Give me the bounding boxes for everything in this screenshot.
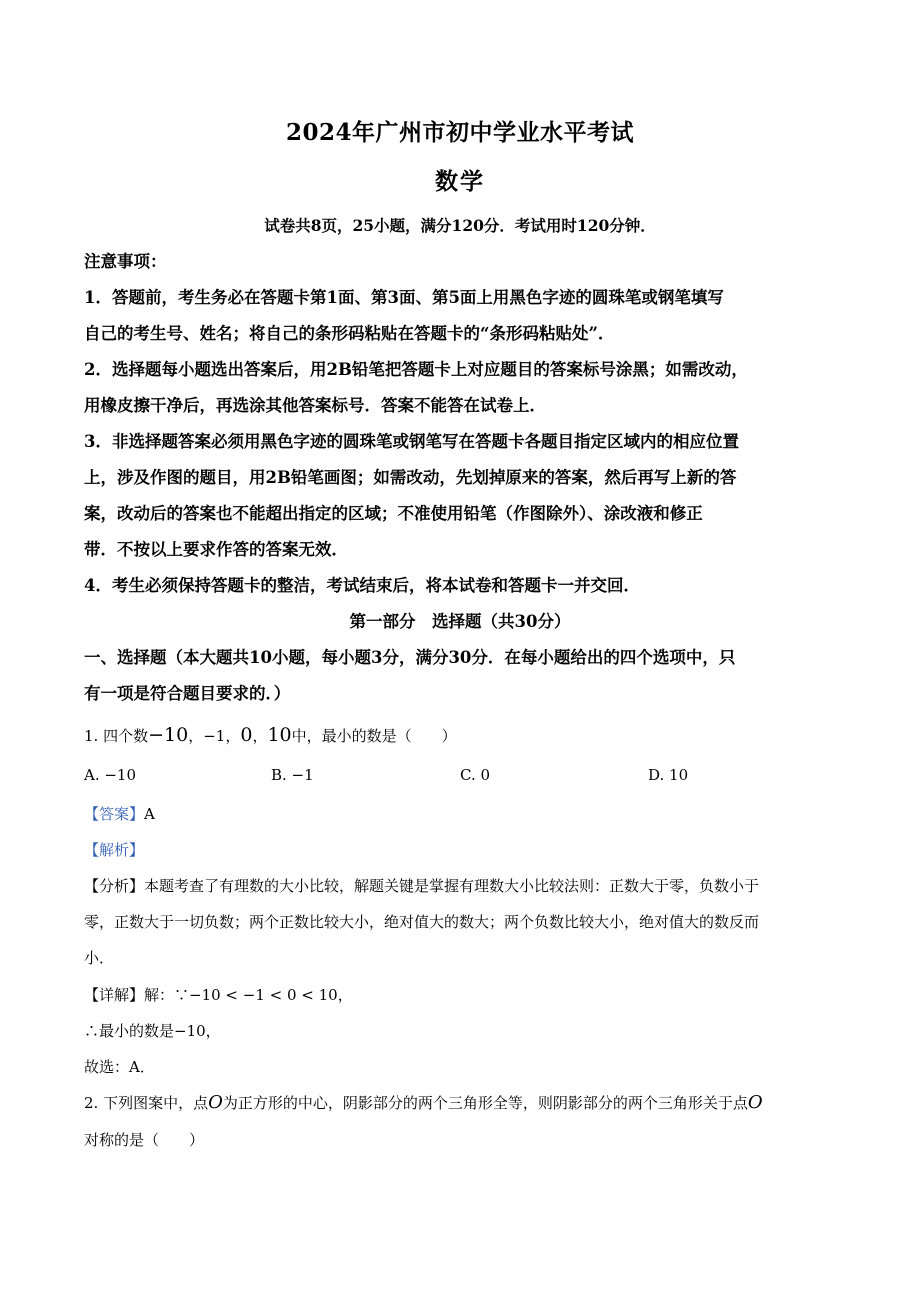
question-1-stem xyxy=(84,724,457,746)
choice-d: D. 10 xyxy=(648,766,689,784)
point-o: O xyxy=(747,1092,763,1113)
answer-value: A xyxy=(144,805,155,823)
point-o: O xyxy=(208,1092,223,1113)
q1-prefix: 1. 四个数 xyxy=(84,727,149,745)
note-line: 上，涉及作图的题目，用2B铅笔画图；如需改动，先划掉原来的答案，然后再写上新的答 xyxy=(84,468,737,487)
choice-c: C. 0 xyxy=(460,766,491,784)
note-line: 3．非选择题答案必须用黑色字迹的圆珠笔或钢笔写在答题卡各题目指定区域内的相应位置 xyxy=(84,432,739,451)
analysis-tag: 【解析】 xyxy=(84,841,145,859)
section-heading-cont: 有一项是符合题目要求的．） xyxy=(84,684,291,703)
note-line: 2．选择题每小题选出答案后，用2B铅笔把答题卡上对应题目的答案标号涂黑；如需改动， xyxy=(84,360,748,379)
q1-number: 0 xyxy=(240,724,253,746)
detail-line: 【详解】解：∵−10 < −1 < 0 < 10， xyxy=(84,986,353,1004)
analysis-line: 小． xyxy=(84,949,115,967)
q1-number: −1 xyxy=(203,727,226,745)
detail-line: 故选：A． xyxy=(84,1058,155,1076)
question-2-stem xyxy=(84,1092,763,1113)
q1-number: −10 xyxy=(148,724,189,746)
exam-meta: 试卷共8页，25小题，满分120分．考试用时120分钟． xyxy=(264,216,656,235)
exam-title: 2024年广州市初中学业水平考试 xyxy=(285,119,634,146)
note-line: 1．答题前，考生务必在答题卡第1面、第3面、第5面上用黑色字迹的圆珠笔或钢笔填写 xyxy=(84,288,724,307)
q2-text: 为正方形的中心，阴影部分的两个三角形全等，则阴影部分的两个三角形关于点 xyxy=(222,1094,748,1112)
analysis-line: 零，正数大于一切负数；两个正数比较大小，绝对值大的数大；两个负数比较大小，绝对值大的数反而 xyxy=(84,913,760,931)
answer-line xyxy=(84,803,155,824)
note-line: 4．考生必须保持答题卡的整洁，考试结束后，将本试卷和答题卡一并交回． xyxy=(84,576,640,595)
choice-a: A. −10 xyxy=(84,766,137,784)
note-line: 用橡皮擦干净后，再选涂其他答案标号．答案不能答在试卷上． xyxy=(84,396,546,415)
note-line: 自己的考生号、姓名；将自己的条形码粘贴在答题卡的“条形码粘贴处”． xyxy=(84,324,615,343)
q1-suffix: 中，最小的数是（ ） xyxy=(291,727,457,745)
q1-sep: ， xyxy=(225,727,241,745)
note-line: 带．不按以上要求作答的答案无效． xyxy=(84,540,348,559)
notes-heading: 注意事项： xyxy=(84,252,167,271)
choice-b: B. −1 xyxy=(271,766,314,784)
q1-number: 10 xyxy=(267,724,292,746)
exam-subject: 数学 xyxy=(435,168,485,195)
analysis-line: 【分析】本题考查了有理数的大小比较，解题关键是掌握有理数大小比较法则：正数大于零，负数小于 xyxy=(84,877,760,895)
q1-sep: ， xyxy=(188,727,204,745)
note-line: 案，改动后的答案也不能超出指定的区域；不准使用铅笔（作图除外）、涂改液和修正 xyxy=(84,504,703,523)
part-heading: 第一部分 选择题（共30分） xyxy=(349,612,571,631)
section-heading: 一、选择题（本大题共10小题，每小题3分，满分30分．在每小题给出的四个选项中，只 xyxy=(84,648,736,667)
detail-line: ∴最小的数是−10， xyxy=(84,1022,221,1040)
q1-sep: ， xyxy=(252,727,268,745)
answer-tag: 【答案】 xyxy=(84,805,145,823)
question-2-stem-cont: 对称的是（ ） xyxy=(84,1131,205,1149)
q2-text: 2. 下列图案中，点 xyxy=(84,1094,209,1112)
